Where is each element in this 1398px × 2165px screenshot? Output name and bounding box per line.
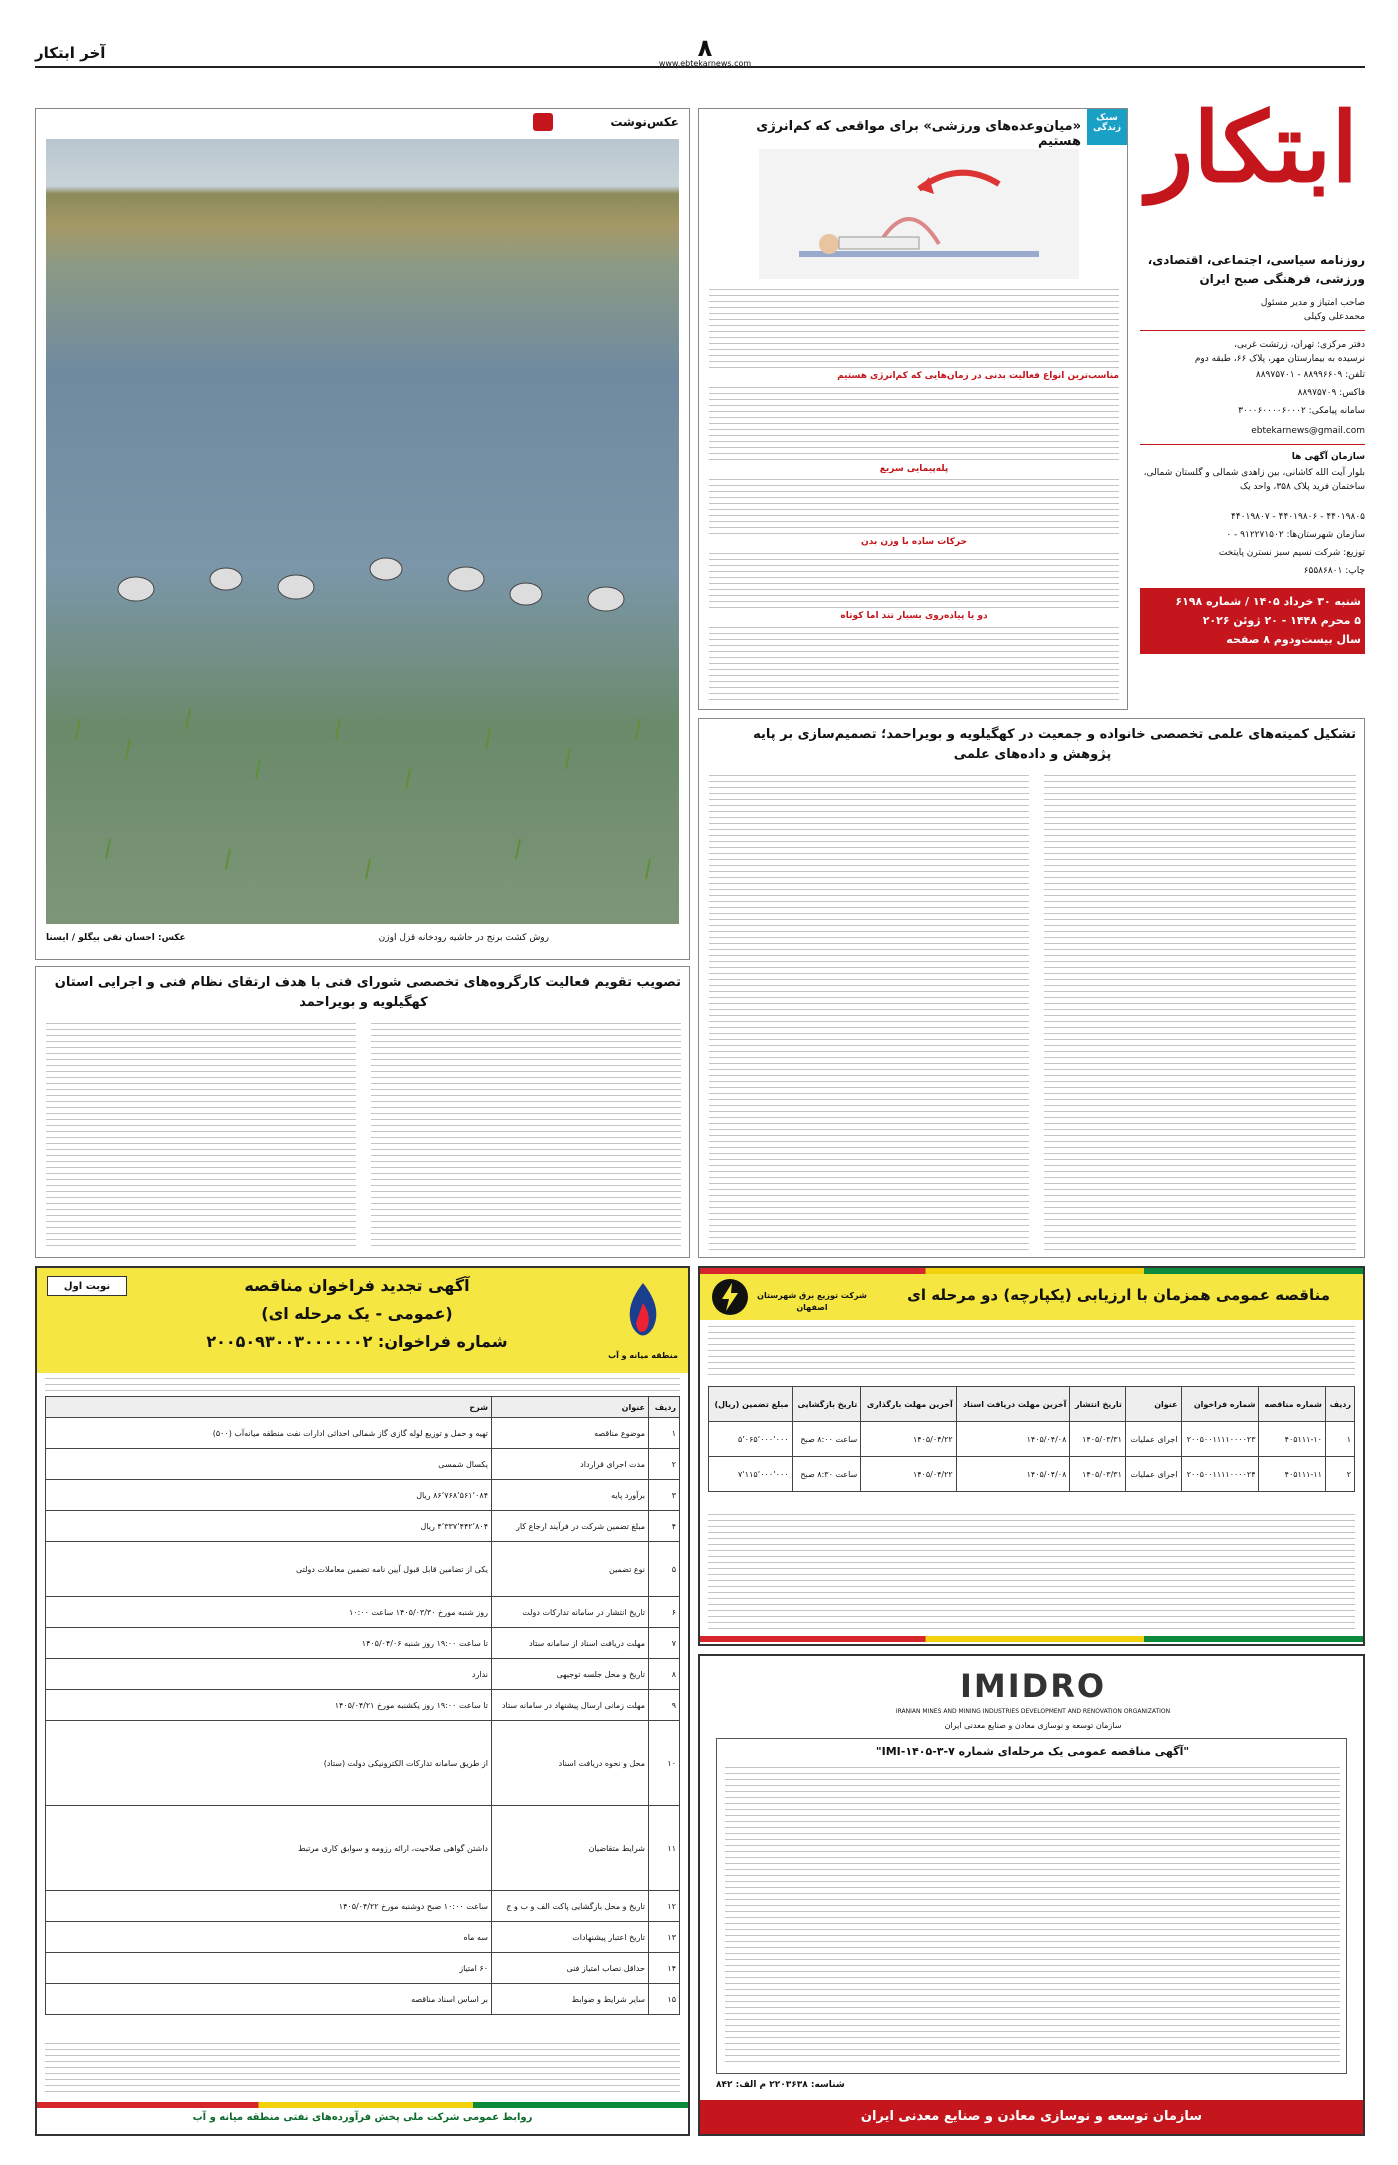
imidro-logo-fa: سازمان توسعه و نوسازی معادن و صنایع معدنی ایران <box>944 1721 1122 1730</box>
table-row <box>46 1597 680 1628</box>
imidro-inner-box <box>716 1738 1347 2074</box>
health-tag: سبک زندگی <box>1087 109 1127 145</box>
technical-col-1 <box>371 1023 681 1249</box>
column-header: شماره فراخوان <box>1181 1387 1259 1422</box>
masthead <box>1140 48 1365 713</box>
row-title: تاریخ اعتبار پیشنهادات <box>492 1922 649 1953</box>
kohgiluyeh-title-1: تشکیل کمیته‌های علمی تخصصی خانواده و جمعیت در کهگیلویه و بویراحمد؛ تصمیم‌سازی بر پایه <box>753 727 1356 742</box>
provinces: سازمان شهرستان‌ها: ۹۱۲۲۷۱۵۰۲ - ۰ <box>1226 530 1365 540</box>
row-number: ۶ <box>649 1597 680 1628</box>
row-number: ۴ <box>649 1511 680 1542</box>
photo-label: عکس‌نوشت <box>610 115 679 129</box>
table-row <box>46 1806 680 1891</box>
ads-label: سازمان آگهی ها <box>1291 452 1365 462</box>
technical-article <box>35 966 690 1258</box>
tender-left-title-2: (عمومی - یک مرحله ای) <box>261 1304 453 1323</box>
rice-field-photo <box>46 139 679 924</box>
tender-left-org: منطقه میانه و آب <box>608 1351 678 1360</box>
table-row <box>709 1457 1355 1492</box>
workers-figures <box>46 139 679 924</box>
row-number: ۵ <box>649 1542 680 1597</box>
tender-right-bottom-bar <box>700 1636 1363 1642</box>
health-sub-2: پله‌پیمایی سریع <box>879 464 949 474</box>
health-sub-4: دو یا پیاده‌روی بسیار تند اما کوتاه <box>840 611 988 621</box>
table-cell: ۱۴۰۵/۰۳/۳۱ <box>1070 1457 1126 1492</box>
tender-right <box>698 1266 1365 1646</box>
page-number: ۸ <box>697 34 713 62</box>
table-cell: ۲۰۰۵۰۰۱۱۱۱۰۰۰۰۲۴ <box>1181 1457 1259 1492</box>
tender-left-intro <box>45 1378 680 1392</box>
technical-title-2: کهگیلویه و بویراحمد <box>299 995 428 1010</box>
table-cell: اجرای عملیات <box>1125 1457 1181 1492</box>
table-cell: ۱۴۰۵/۰۳/۳۱ <box>1070 1422 1126 1457</box>
table-cell: ۲ <box>1325 1457 1354 1492</box>
row-desc: تا ساعت ۱۹:۰۰ روز شنبه ۱۴۰۵/۰۴/۰۶ <box>46 1628 492 1659</box>
row-number: ۳ <box>649 1480 680 1511</box>
health-text-2 <box>709 387 1119 461</box>
office-label: دفتر مرکزی: تهران، زرتشت غربی، <box>1234 340 1365 350</box>
table-row <box>46 1480 680 1511</box>
row-desc: تا ساعت ۱۹:۰۰ روز یکشنبه مورخ ۱۴۰۵/۰۴/۲۱ <box>46 1690 492 1721</box>
date-line-3: سال بیست‌ودوم ۸ صفحه <box>1226 633 1361 646</box>
row-desc: یکی از تضامین قابل قبول آیین نامه تضمین معاملات دولتی <box>46 1542 492 1597</box>
electricity-logo-icon <box>710 1277 750 1317</box>
table-cell: ۱۴۰۵/۰۴/۰۸ <box>956 1457 1070 1492</box>
kohgiluyeh-article <box>698 718 1365 1258</box>
table-cell: ۱۴۰۵/۰۴/۰۸ <box>956 1422 1070 1457</box>
tender-left-table <box>45 1396 680 2015</box>
distribution: توزیع: شرکت نسیم سبز نسترن پایتخت <box>1218 548 1365 558</box>
phone: تلفن: ۸۸۹۹۶۶۰۹ - ۸۸۹۷۵۷۰۱ <box>1255 370 1365 380</box>
table-header-row <box>46 1397 680 1418</box>
column-header: آخرین مهلت بارگذاری <box>861 1387 957 1422</box>
row-desc: یکسال شمسی <box>46 1449 492 1480</box>
row-desc: سه ماه <box>46 1922 492 1953</box>
imidro-title: "آگهی مناقصه عمومی یک مرحله‌ای شماره ۷-۳-۱۴۰۵-IMI" <box>875 1745 1190 1758</box>
health-article <box>698 108 1128 710</box>
column-header: شماره مناقصه <box>1259 1387 1325 1422</box>
kohgiluyeh-col-1 <box>1044 775 1356 1251</box>
section-title: آخر ابتکار <box>35 44 106 62</box>
tender-left-table-wrap <box>45 1396 680 2086</box>
row-number: ۱۵ <box>649 1984 680 2015</box>
table-row <box>46 1922 680 1953</box>
row-number: ۱ <box>649 1418 680 1449</box>
row-number: ۹ <box>649 1690 680 1721</box>
tender-left-footer-bar <box>37 2102 688 2108</box>
table-cell: ساعت ۸:۰۰ صبح <box>792 1422 861 1457</box>
date-line-2: ۵ محرم ۱۴۴۸ - ۲۰ ژوئن ۲۰۲۶ <box>1202 614 1361 627</box>
table-row <box>46 1542 680 1597</box>
kohgiluyeh-title-2: پژوهش و داده‌های علمی <box>953 747 1112 762</box>
row-desc: روز شنبه مورخ ۱۴۰۵/۰۳/۳۰ ساعت ۱۰:۰۰ <box>46 1597 492 1628</box>
table-cell: ۱ <box>1325 1422 1354 1457</box>
table-cell: ۱۴۰۵/۰۴/۲۲ <box>861 1422 957 1457</box>
photo-section <box>35 108 690 960</box>
health-sub-3: حرکات ساده با وزن بدن <box>861 537 967 547</box>
date-line-1: شنبه ۳۰ خرداد ۱۴۰۵ / شماره ۶۱۹۸ <box>1175 595 1361 608</box>
row-number: ۱۱ <box>649 1806 680 1891</box>
tender-left-title-3: شماره فراخوان: ۲۰۰۵۰۹۳۰۰۳۰۰۰۰۰۰۲ <box>206 1332 508 1351</box>
technical-col-2 <box>46 1023 356 1249</box>
table-row <box>46 1659 680 1690</box>
tender-left-header <box>37 1268 688 1373</box>
tender-left-footer: روابط عمومی شرکت ملی پخش فرآورده‌های نفتی منطقه میانه و آب <box>192 2112 533 2123</box>
table-cell: ۴۰۵۱۱۱-۱۰ <box>1259 1422 1325 1457</box>
header-desc: شرح <box>46 1397 492 1418</box>
imidro-tender <box>698 1654 1365 2136</box>
table-cell: ۴۰۵۱۱۱-۱۱ <box>1259 1457 1325 1492</box>
row-number: ۱۳ <box>649 1922 680 1953</box>
row-title: مدت اجرای قرارداد <box>492 1449 649 1480</box>
row-number: ۸ <box>649 1659 680 1690</box>
table-header-row <box>709 1387 1355 1422</box>
table-row <box>46 1721 680 1806</box>
masthead-subtitle-1: روزنامه سیاسی، اجتماعی، اقتصادی، <box>1147 253 1365 267</box>
health-sub-1: مناسب‌ترین انواع فعالیت بدنی در زمان‌هایی که کم‌انرژی هستیم <box>837 371 1119 381</box>
tender-left-round: نوبت اول <box>47 1276 127 1296</box>
table-row <box>46 1690 680 1721</box>
row-title: سایر شرایط و ضوابط <box>492 1984 649 2015</box>
table-row <box>46 1511 680 1542</box>
table-cell: ساعت ۸:۳۰ صبح <box>792 1457 861 1492</box>
ads-phone: ۴۴۰۱۹۸۰۵ - ۴۴۰۱۹۸۰۶ - ۴۴۰۱۹۸۰۷ <box>1231 512 1365 522</box>
tender-right-title: مناقصه عمومی همزمان با ارزیابی (یکپارچه) دو مرحله ای <box>907 1286 1330 1304</box>
column-header: عنوان <box>1125 1387 1181 1422</box>
health-text-1 <box>709 289 1119 369</box>
table-row <box>46 1449 680 1480</box>
row-desc: داشتن گواهی صلاحیت، ارائه رزومه و سوابق کاری مرتبط <box>46 1806 492 1891</box>
imidro-logo: IMIDRO <box>959 1667 1107 1705</box>
tender-right-company: شرکت توزیع برق شهرستان اصفهان <box>757 1291 867 1312</box>
exercise-figure-icon <box>759 149 1079 279</box>
health-text-4 <box>709 553 1119 609</box>
table-row <box>46 1418 680 1449</box>
row-number: ۱۲ <box>649 1891 680 1922</box>
row-title: محل و نحوه دریافت اسناد <box>492 1721 649 1806</box>
website: www.ebtekarnews.com <box>658 59 752 68</box>
date-box <box>1140 588 1365 654</box>
camera-icon <box>533 113 553 131</box>
row-title: حداقل نصاب امتیاز فنی <box>492 1953 649 1984</box>
email[interactable]: ebtekarnews@gmail.com <box>1251 426 1365 436</box>
header-row: ردیف <box>649 1397 680 1418</box>
row-title: مهلت زمانی ارسال پیشنهاد در سامانه ستاد <box>492 1690 649 1721</box>
tender-right-table <box>708 1386 1355 1492</box>
row-desc: تهیه و حمل و توزیع لوله گازی گاز شمالی احداثی ادارات نفت منطقه میانه‌آب (۵۰۰) <box>46 1418 492 1449</box>
table-cell: ۵٬۰۶۵٬۰۰۰٬۰۰۰ <box>709 1422 793 1457</box>
health-text-3 <box>709 479 1119 535</box>
table-row <box>46 1953 680 1984</box>
row-desc: ۶۰ امتیاز <box>46 1953 492 1984</box>
row-desc: ساعت ۱۰:۰۰ صبح دوشنبه مورخ ۱۴۰۵/۰۴/۲۲ <box>46 1891 492 1922</box>
photo-credit: عکس: احسان نقی بیگلو / ایسنا <box>46 933 186 943</box>
technical-title-1: تصویب تقویم فعالیت کارگروه‌های تخصصی شورای فنی با هدف ارتقای نظام فنی و اجرایی استان <box>54 975 681 990</box>
row-title: مبلغ تضمین شرکت در فرآیند ارجاع کار <box>492 1511 649 1542</box>
row-desc: ندارد <box>46 1659 492 1690</box>
row-number: ۱۰ <box>649 1721 680 1806</box>
tender-left-title-1: آگهی تجدید فراخوان مناقصه <box>244 1276 470 1295</box>
row-desc: بر اساس اسناد مناقصه <box>46 1984 492 2015</box>
sms: سامانه پیامکی: ۳۰۰۰۶۰۰۰۰۶۰۰۰۲ <box>1238 406 1365 416</box>
ads-address: بلوار آیت الله کاشانی، بین زاهدی شمالی و گلستان شمالی، ساختمان فرید پلاک ۳۵۸، واحد یک <box>1143 468 1365 492</box>
column-header: تاریخ بازگشایی <box>792 1387 861 1422</box>
tender-right-notes <box>708 1514 1355 1630</box>
column-header: مبلغ تضمین (ریال) <box>709 1387 793 1422</box>
row-title: نوع تضمین <box>492 1542 649 1597</box>
row-number: ۷ <box>649 1628 680 1659</box>
printing: چاپ: ۶۵۵۸۶۸۰۱ <box>1303 566 1365 576</box>
column-header: آخرین مهلت دریافت اسناد <box>956 1387 1070 1422</box>
header-title: عنوان <box>492 1397 649 1418</box>
row-desc: ۴٬۳۳۷٬۴۴۲٬۸۰۴ ریال <box>46 1511 492 1542</box>
table-cell: اجرای عملیات <box>1125 1422 1181 1457</box>
table-row <box>46 1891 680 1922</box>
row-title: شرایط متقاضیان <box>492 1806 649 1891</box>
row-number: ۱۴ <box>649 1953 680 1984</box>
tender-left <box>35 1266 690 2136</box>
table-cell: ۲۰۰۵۰۰۱۱۱۱۰۰۰۰۲۳ <box>1181 1422 1259 1457</box>
imidro-body <box>725 1767 1340 2067</box>
column-header: تاریخ انتشار <box>1070 1387 1126 1422</box>
masthead-subtitle-2: ورزشی، فرهنگی صبح ایران <box>1199 272 1365 286</box>
table-cell: ۷٬۱۱۵٬۰۰۰٬۰۰۰ <box>709 1457 793 1492</box>
row-title: تاریخ انتشار در سامانه تدارکات دولت <box>492 1597 649 1628</box>
column-header: ردیف <box>1325 1387 1354 1422</box>
row-desc: از طریق سامانه تدارکات الکترونیکی دولت (ستاد) <box>46 1721 492 1806</box>
tender-right-header <box>700 1274 1363 1320</box>
office-address: نرسیده به بیمارستان مهر، پلاک ۶۶، طبقه دوم <box>1194 354 1365 364</box>
logo: ابتکار <box>1147 91 1358 204</box>
table-row <box>46 1984 680 2015</box>
row-number: ۲ <box>649 1449 680 1480</box>
photo-caption: روش کشت برنج در حاشیه رودخانه قزل اوزن <box>378 933 549 943</box>
fax: فاکس: ۸۸۹۷۵۷۰۹ <box>1297 388 1365 398</box>
kohgiluyeh-col-2 <box>709 775 1029 1251</box>
table-row <box>46 1628 680 1659</box>
nioc-logo-icon <box>608 1278 678 1348</box>
row-title: مهلت دریافت اسناد از سامانه ستاد <box>492 1628 649 1659</box>
row-desc: ۸۶٬۷۶۸٬۵۶۱٬۰۸۴ ریال <box>46 1480 492 1511</box>
row-title: تاریخ و محل جلسه توجیهی <box>492 1659 649 1690</box>
health-text-5 <box>709 627 1119 703</box>
table-cell: ۱۴۰۵/۰۴/۲۲ <box>861 1457 957 1492</box>
imidro-footer: سازمان توسعه و نوسازی معادن و صنایع معدنی ایران <box>700 2100 1363 2134</box>
row-title: برآورد پایه <box>492 1480 649 1511</box>
row-title: تاریخ و محل بازگشایی پاکت الف و ب و ج <box>492 1891 649 1922</box>
table-row <box>709 1422 1355 1457</box>
tender-right-intro <box>708 1326 1355 1378</box>
tender-left-notes <box>45 2043 680 2097</box>
imidro-logo-sub: IRANIAN MINES AND MINING INDUSTRIES DEVELOPMENT AND RENOVATION ORGANIZATION <box>895 1708 1171 1715</box>
health-title: «میان‌وعده‌های ورزشی» برای مواقعی که کم‌انرژی هستیم <box>756 119 1081 149</box>
publisher-label: صاحب امتیاز و مدیر مسئول <box>1260 298 1365 308</box>
exercise-illustration <box>759 149 1079 279</box>
publisher-name: محمدعلی وکیلی <box>1303 312 1365 322</box>
tender-right-table-wrap <box>708 1386 1355 1506</box>
imidro-issue: شناسه: ۲۲۰۳۶۳۸ م الف: ۸۴۲ <box>716 2080 845 2090</box>
row-title: موضوع مناقصه <box>492 1418 649 1449</box>
